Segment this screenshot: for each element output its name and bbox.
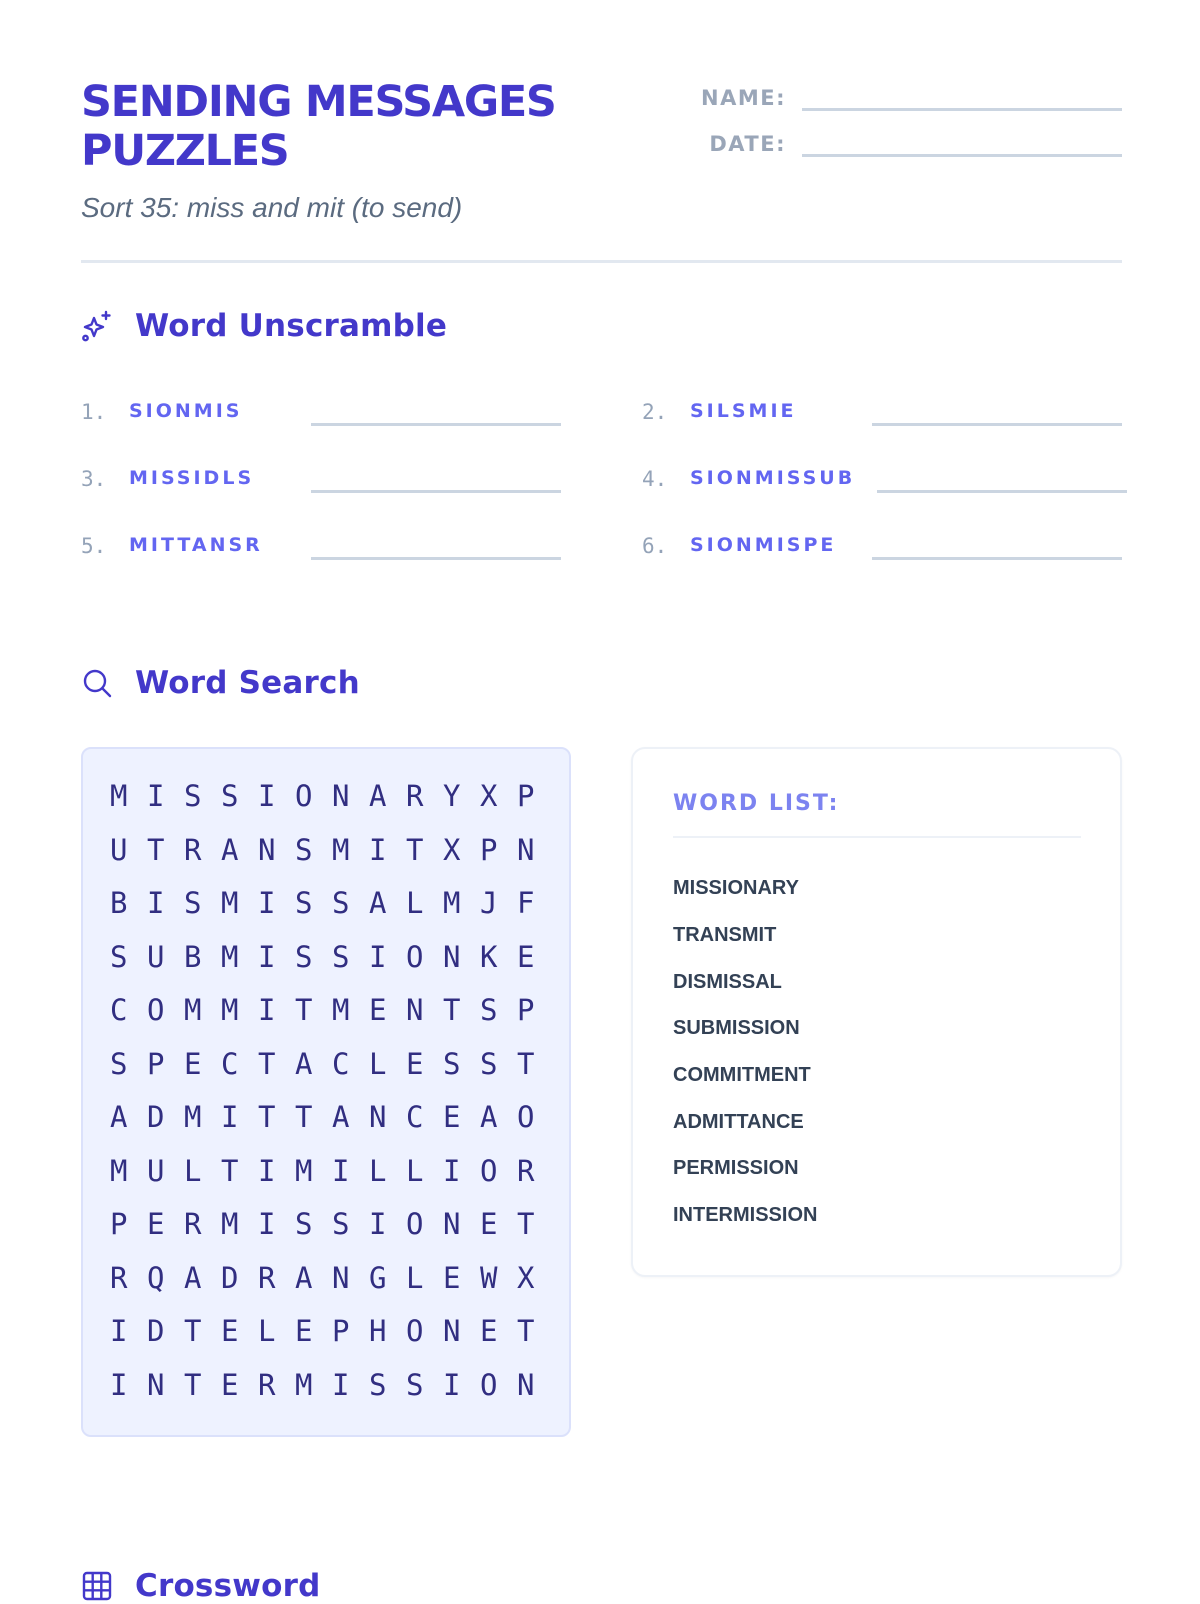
grid-letter[interactable]: I — [258, 939, 276, 974]
grid-letter[interactable]: N — [147, 1367, 165, 1402]
unscramble-item — [81, 526, 561, 566]
page-subtitle: Sort 35: miss and mit (to send) — [81, 192, 463, 223]
grid-letter[interactable]: M — [221, 993, 239, 1027]
grid-letter[interactable]: I — [147, 886, 165, 920]
crossword-heading-text: Crossword — [135, 1568, 321, 1604]
scrambled-word: MISSIDLS — [129, 467, 255, 489]
grid-letter[interactable]: I — [369, 939, 387, 974]
grid-row — [110, 886, 554, 926]
grid-letter[interactable]: T — [443, 993, 461, 1027]
grid-letter[interactable]: I — [258, 779, 276, 813]
item-number: 1. — [81, 400, 107, 424]
item-number: 6. — [642, 534, 668, 558]
word-list-divider — [673, 836, 1081, 838]
grid-letter[interactable]: S — [406, 1367, 424, 1402]
grid-letter[interactable]: D — [221, 1260, 239, 1295]
grid-letter[interactable]: M — [332, 832, 350, 867]
grid-row — [110, 1261, 554, 1301]
grid-letter[interactable]: T — [258, 1100, 276, 1134]
scrambled-word: SIONMISPE — [690, 534, 837, 556]
grid-letter[interactable]: N — [332, 1260, 350, 1295]
grid-letter[interactable]: M — [295, 1367, 313, 1402]
grid-letter[interactable]: I — [258, 993, 276, 1027]
word-list-item: MISSIONARY — [673, 877, 799, 899]
grid-icon — [81, 1570, 113, 1602]
grid-letter[interactable]: O — [480, 1367, 498, 1402]
grid-letter[interactable]: L — [406, 1260, 424, 1295]
grid-letter[interactable]: P — [110, 1207, 128, 1241]
word-search-grid — [81, 747, 571, 1437]
grid-row — [110, 779, 554, 819]
grid-row — [110, 993, 554, 1033]
grid-letter[interactable]: I — [221, 1100, 239, 1134]
grid-letter[interactable]: M — [295, 1153, 313, 1188]
grid-letter[interactable]: C — [110, 993, 128, 1027]
grid-letter[interactable]: D — [147, 1314, 165, 1348]
grid-letter[interactable]: E — [295, 1314, 313, 1348]
grid-letter[interactable]: T — [147, 832, 165, 867]
grid-letter[interactable]: T — [517, 1046, 535, 1081]
grid-letter[interactable]: W — [480, 1260, 498, 1295]
grid-letter[interactable]: X — [517, 1260, 535, 1295]
grid-letter[interactable]: U — [110, 832, 128, 867]
grid-letter[interactable]: E — [517, 939, 535, 974]
grid-letter[interactable]: S — [295, 886, 313, 920]
grid-letter[interactable]: C — [221, 1046, 239, 1081]
grid-row — [110, 1047, 554, 1087]
word-list-item: SUBMISSION — [673, 1017, 800, 1039]
grid-letter[interactable]: A — [369, 886, 387, 920]
grid-row — [110, 1154, 554, 1194]
grid-letter[interactable]: S — [221, 779, 239, 813]
search-icon — [81, 667, 113, 699]
grid-letter[interactable]: R — [184, 832, 202, 867]
grid-letter[interactable]: T — [295, 993, 313, 1027]
word-list-item: DISMISSAL — [673, 971, 782, 993]
grid-letter[interactable]: P — [480, 832, 498, 867]
grid-letter[interactable]: S — [443, 1046, 461, 1081]
grid-row — [110, 1207, 554, 1247]
unscramble-heading-text: Word Unscramble — [135, 308, 448, 344]
grid-letter[interactable]: A — [332, 1100, 350, 1134]
grid-row — [110, 1314, 554, 1354]
grid-letter[interactable]: B — [184, 939, 202, 974]
grid-letter[interactable]: P — [517, 779, 535, 813]
title-line-1: SENDING MESSAGES — [81, 77, 556, 127]
grid-letter[interactable]: S — [332, 886, 350, 920]
grid-letter[interactable]: I — [147, 779, 165, 813]
grid-letter[interactable]: A — [221, 832, 239, 867]
grid-letter[interactable]: E — [480, 1207, 498, 1241]
grid-letter[interactable]: S — [480, 993, 498, 1027]
grid-row — [110, 833, 554, 873]
grid-letter[interactable]: C — [406, 1100, 424, 1134]
item-number: 5. — [81, 534, 107, 558]
grid-letter[interactable]: M — [443, 886, 461, 920]
grid-letter[interactable]: P — [147, 1046, 165, 1081]
grid-letter[interactable]: P — [332, 1314, 350, 1348]
grid-row — [110, 1100, 554, 1140]
unscramble-item — [642, 392, 1122, 432]
crossword-heading — [81, 1568, 320, 1604]
grid-letter[interactable]: A — [295, 1260, 313, 1295]
grid-letter[interactable]: N — [443, 1314, 461, 1348]
answer-line[interactable] — [877, 490, 1127, 493]
unscramble-item — [642, 459, 1122, 499]
scrambled-word: SILSMIE — [690, 400, 797, 422]
grid-letter[interactable]: I — [332, 1367, 350, 1402]
grid-letter[interactable]: H — [369, 1314, 387, 1348]
grid-letter[interactable]: L — [406, 1153, 424, 1188]
grid-letter[interactable]: N — [406, 993, 424, 1027]
scrambled-word: SIONMISSUB — [690, 467, 856, 489]
grid-letter[interactable]: U — [147, 1153, 165, 1188]
grid-letter[interactable]: N — [443, 939, 461, 974]
grid-letter[interactable]: S — [369, 1367, 387, 1402]
grid-letter[interactable]: M — [110, 1153, 128, 1188]
grid-letter[interactable]: O — [295, 779, 313, 813]
grid-letter[interactable]: R — [517, 1153, 535, 1188]
grid-letter[interactable]: I — [369, 832, 387, 867]
grid-letter[interactable]: E — [221, 1367, 239, 1402]
answer-line[interactable] — [311, 490, 561, 493]
grid-letter[interactable]: N — [517, 1367, 535, 1402]
grid-letter[interactable]: S — [110, 1046, 128, 1081]
grid-letter[interactable]: I — [369, 1207, 387, 1241]
grid-letter[interactable]: O — [406, 939, 424, 974]
item-number: 2. — [642, 400, 668, 424]
grid-letter[interactable]: I — [110, 1314, 128, 1348]
grid-letter[interactable]: R — [258, 1260, 276, 1295]
grid-letter[interactable]: O — [517, 1100, 535, 1134]
header-divider — [81, 260, 1122, 263]
grid-letter[interactable]: R — [258, 1367, 276, 1402]
grid-letter[interactable]: I — [443, 1153, 461, 1188]
grid-letter[interactable]: X — [480, 779, 498, 813]
grid-letter[interactable]: A — [295, 1046, 313, 1081]
grid-letter[interactable]: N — [369, 1100, 387, 1134]
grid-letter[interactable]: E — [443, 1260, 461, 1295]
grid-letter[interactable]: S — [184, 779, 202, 813]
grid-letter[interactable]: M — [184, 993, 202, 1027]
grid-letter[interactable]: S — [480, 1046, 498, 1081]
unscramble-heading — [81, 308, 447, 344]
grid-letter[interactable]: A — [480, 1100, 498, 1134]
grid-letter[interactable]: E — [184, 1046, 202, 1081]
grid-letter[interactable]: N — [517, 832, 535, 867]
word-search-heading-text: Word Search — [135, 665, 360, 701]
answer-line[interactable] — [872, 423, 1122, 426]
grid-letter[interactable]: E — [480, 1314, 498, 1348]
grid-letter[interactable]: R — [406, 779, 424, 813]
grid-row — [110, 1368, 554, 1408]
grid-letter[interactable]: T — [406, 832, 424, 867]
grid-letter[interactable]: S — [295, 1207, 313, 1241]
grid-letter[interactable]: S — [110, 939, 128, 974]
grid-letter[interactable]: R — [110, 1260, 128, 1295]
grid-letter[interactable]: X — [443, 832, 461, 867]
grid-letter[interactable]: L — [406, 886, 424, 920]
grid-letter[interactable]: T — [517, 1314, 535, 1348]
grid-letter[interactable]: F — [517, 886, 535, 920]
grid-letter[interactable]: A — [369, 779, 387, 813]
grid-letter[interactable]: S — [332, 939, 350, 974]
grid-letter[interactable]: C — [332, 1046, 350, 1081]
word-list-item: INTERMISSION — [673, 1204, 818, 1226]
page-title — [81, 78, 641, 176]
word-list-item: COMMITMENT — [673, 1064, 811, 1086]
worksheet-page — [81, 0, 1122, 1604]
answer-line[interactable] — [311, 557, 561, 560]
grid-letter[interactable]: I — [110, 1367, 128, 1402]
grid-letter[interactable]: U — [147, 939, 165, 974]
grid-letter[interactable]: G — [369, 1260, 387, 1295]
unscramble-item — [81, 459, 561, 499]
date-line — [802, 130, 1122, 157]
grid-letter[interactable]: Y — [443, 779, 461, 813]
grid-letter[interactable]: S — [295, 939, 313, 974]
grid-letter[interactable]: M — [110, 779, 128, 813]
item-number: 3. — [81, 467, 107, 491]
grid-letter[interactable]: Q — [147, 1260, 165, 1295]
title-line-2: PUZZLES — [81, 126, 289, 176]
name-line — [802, 84, 1122, 111]
grid-letter[interactable]: A — [110, 1100, 128, 1134]
grid-letter[interactable]: I — [258, 886, 276, 920]
grid-letter[interactable]: L — [369, 1153, 387, 1188]
answer-line[interactable] — [872, 557, 1122, 560]
grid-letter[interactable]: B — [110, 886, 128, 920]
word-search-heading — [81, 665, 360, 701]
grid-letter[interactable]: I — [332, 1153, 350, 1188]
word-list-item: PERMISSION — [673, 1157, 799, 1179]
item-number: 4. — [642, 467, 668, 491]
grid-letter[interactable]: P — [517, 993, 535, 1027]
grid-letter[interactable]: I — [258, 1207, 276, 1241]
grid-row — [110, 940, 554, 980]
grid-letter[interactable]: O — [406, 1207, 424, 1241]
grid-letter[interactable]: K — [480, 939, 498, 974]
grid-letter[interactable]: O — [406, 1314, 424, 1348]
grid-letter[interactable]: S — [332, 1207, 350, 1241]
grid-letter[interactable]: I — [258, 1153, 276, 1188]
grid-letter[interactable]: T — [295, 1100, 313, 1134]
grid-letter[interactable]: T — [517, 1207, 535, 1241]
grid-letter[interactable]: M — [221, 939, 239, 974]
grid-letter[interactable]: O — [480, 1153, 498, 1188]
word-list-card — [631, 747, 1122, 1277]
name-label: NAME: — [701, 86, 786, 110]
answer-line[interactable] — [311, 423, 561, 426]
word-list-item: TRANSMIT — [673, 924, 777, 946]
grid-letter[interactable]: E — [147, 1207, 165, 1241]
scrambled-word: SIONMIS — [129, 400, 243, 422]
unscramble-item — [81, 392, 561, 432]
grid-letter[interactable]: L — [184, 1153, 202, 1188]
grid-letter[interactable]: E — [369, 993, 387, 1027]
grid-letter[interactable]: T — [258, 1046, 276, 1081]
name-field — [691, 81, 1122, 111]
grid-letter[interactable]: T — [221, 1153, 239, 1188]
grid-letter[interactable]: N — [258, 832, 276, 867]
grid-letter[interactable]: M — [332, 993, 350, 1027]
grid-letter[interactable]: N — [332, 779, 350, 813]
grid-letter[interactable]: E — [443, 1100, 461, 1134]
grid-letter[interactable]: L — [369, 1046, 387, 1081]
grid-letter[interactable]: M — [221, 1207, 239, 1241]
date-field — [691, 127, 1122, 157]
grid-letter[interactable]: O — [147, 993, 165, 1027]
sparkles-icon — [81, 310, 113, 342]
scrambled-word: MITTANSR — [129, 534, 263, 556]
grid-letter[interactable]: R — [184, 1207, 202, 1241]
grid-letter[interactable]: J — [480, 886, 498, 920]
grid-letter[interactable]: L — [258, 1314, 276, 1348]
grid-letter[interactable]: D — [147, 1100, 165, 1134]
grid-letter[interactable]: N — [443, 1207, 461, 1241]
grid-letter[interactable]: T — [184, 1367, 202, 1402]
grid-letter[interactable]: E — [406, 1046, 424, 1081]
grid-letter[interactable]: S — [184, 886, 202, 920]
word-list-title: WORD LIST: — [673, 791, 840, 816]
word-list-item: ADMITTANCE — [673, 1111, 804, 1133]
unscramble-item — [642, 526, 1122, 566]
grid-letter[interactable]: A — [184, 1260, 202, 1295]
grid-letter[interactable]: M — [184, 1100, 202, 1134]
grid-letter[interactable]: S — [295, 832, 313, 867]
date-label: DATE: — [709, 132, 786, 156]
grid-letter[interactable]: M — [221, 886, 239, 920]
grid-letter[interactable]: E — [221, 1314, 239, 1348]
grid-letter[interactable]: T — [184, 1314, 202, 1348]
grid-letter[interactable]: I — [443, 1367, 461, 1402]
